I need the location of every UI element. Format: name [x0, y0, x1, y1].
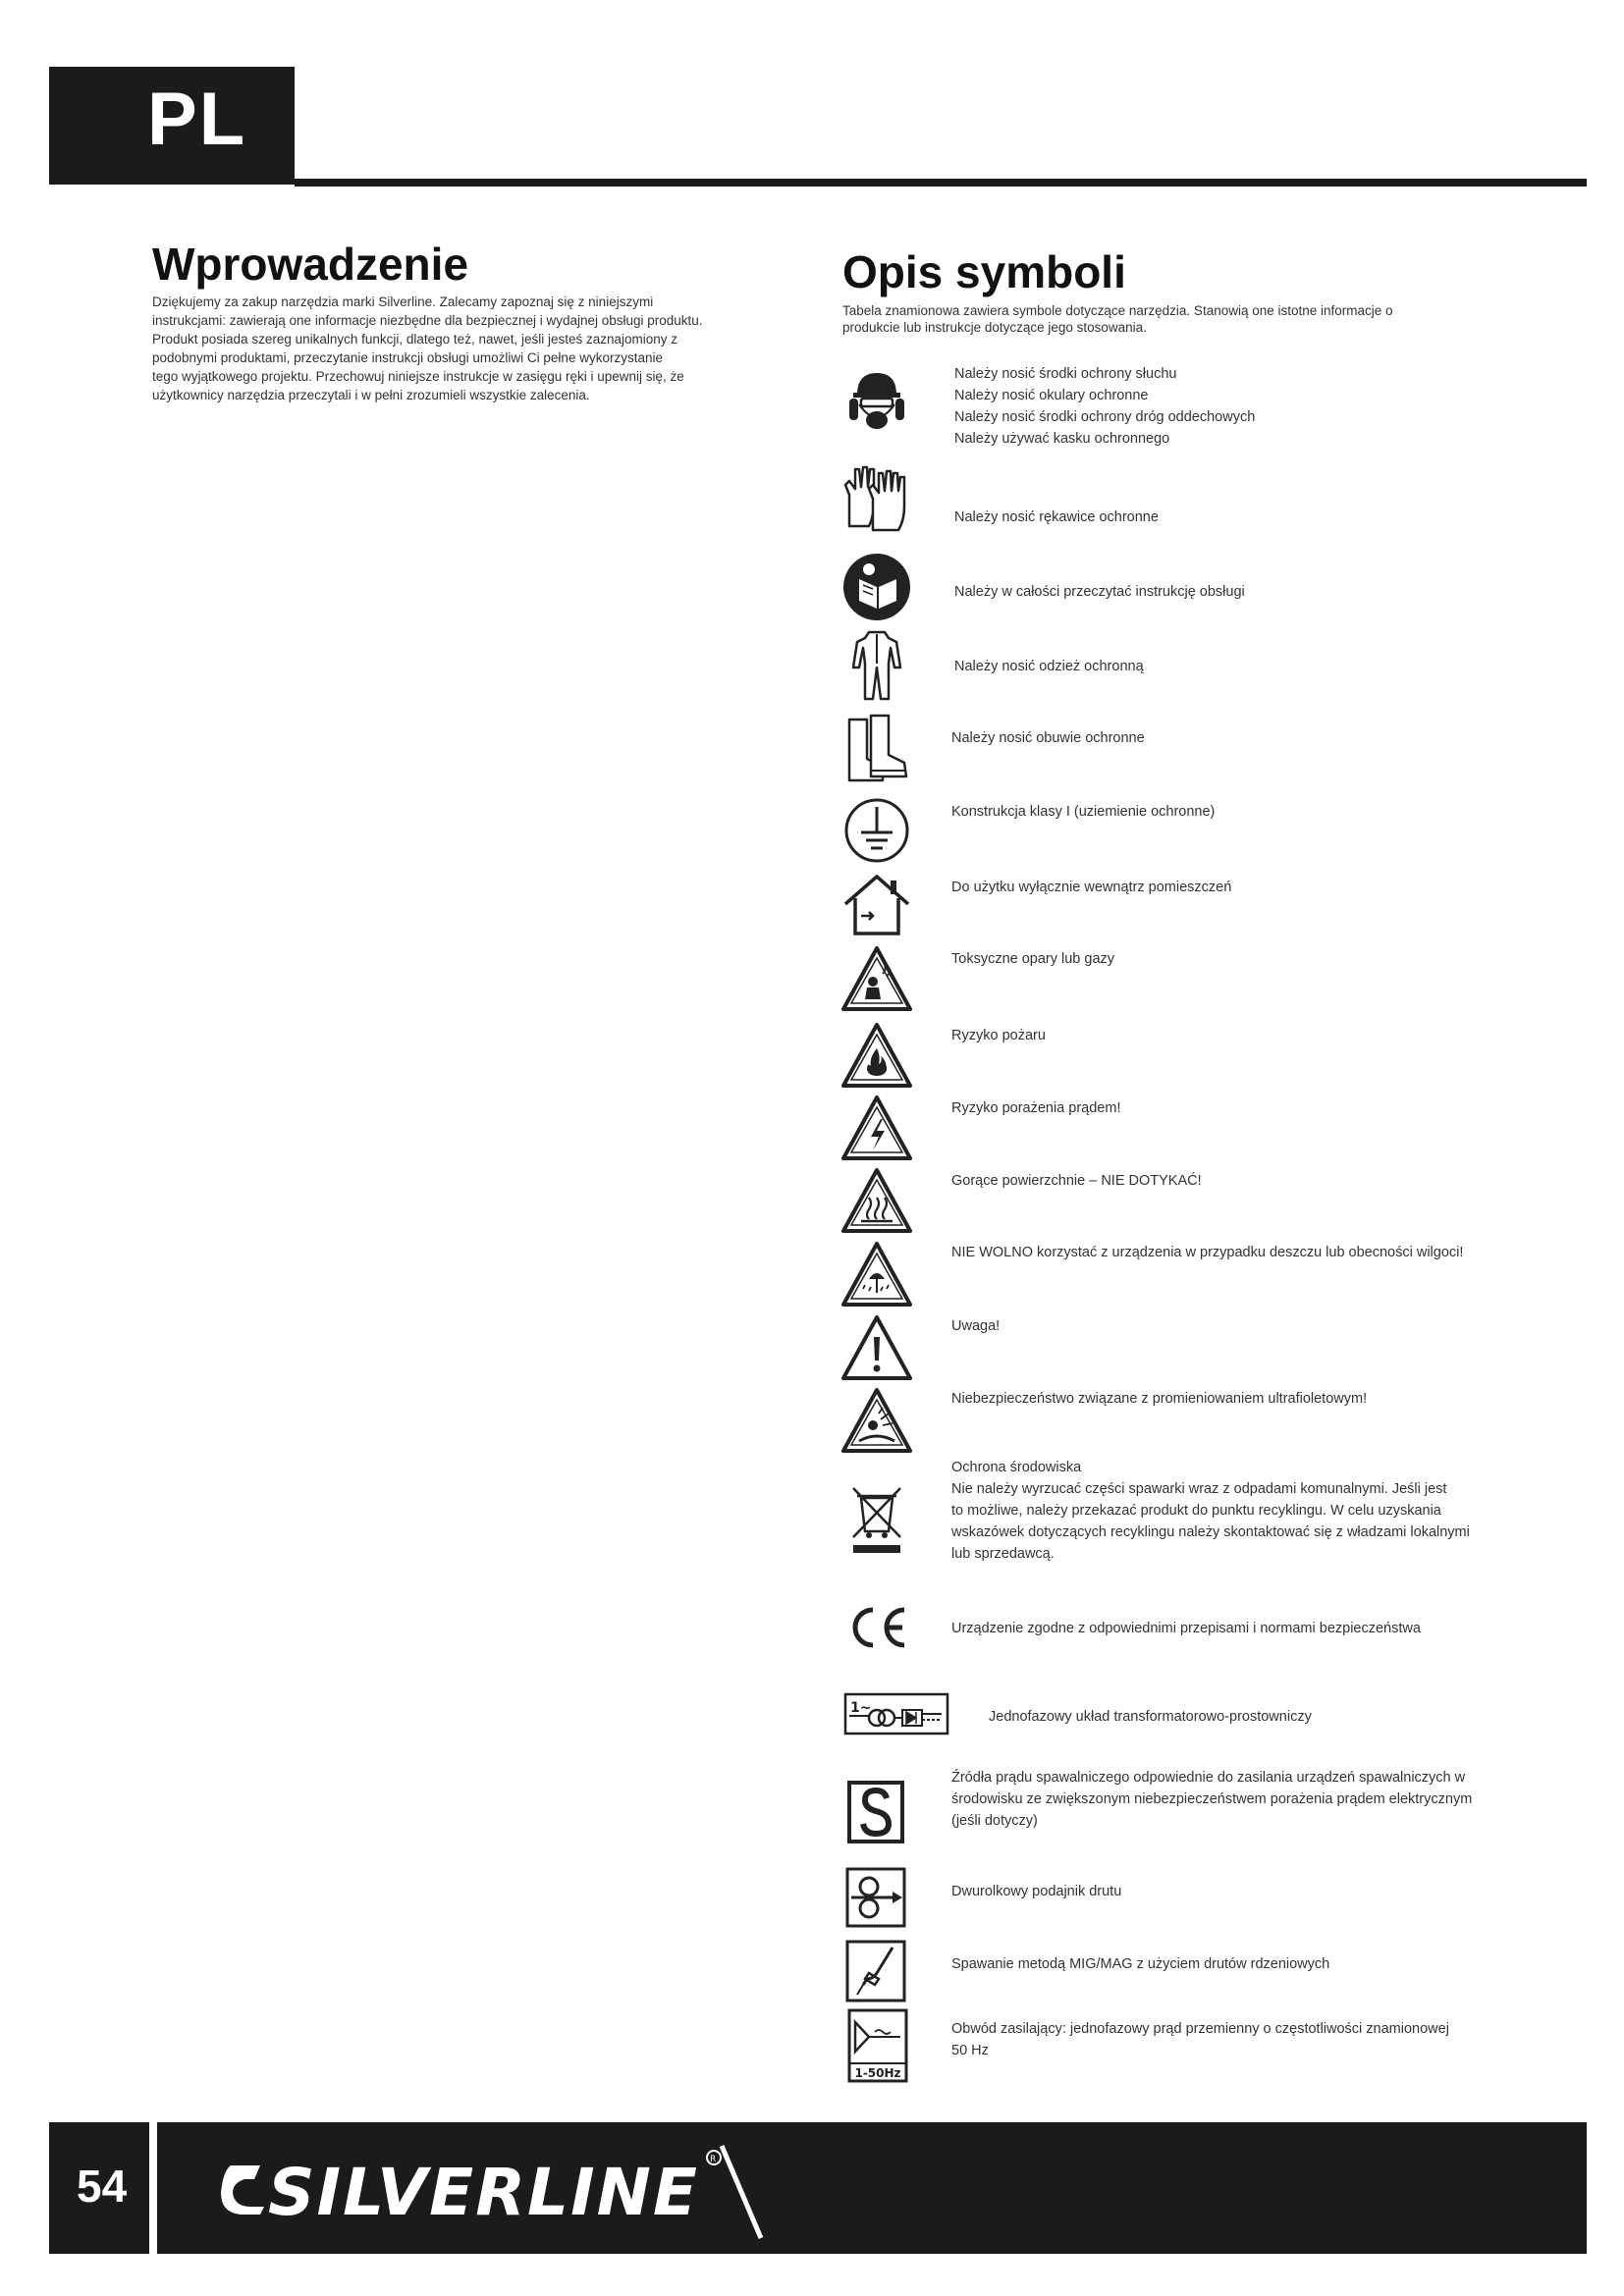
symbol-description — [954, 656, 1144, 677]
symbol-text-line: Należy w całości przeczytać instrukcję obsługi — [954, 584, 1245, 600]
symbol-description — [951, 877, 1231, 898]
symbol-description — [951, 1388, 1367, 1410]
protective-clothing-icon — [839, 628, 914, 703]
symbol-text-line: Należy nosić obuwie ochronne — [951, 730, 1145, 746]
gloves-icon — [839, 461, 914, 536]
silverline-logo — [211, 2136, 771, 2244]
toxic-fumes-warning-icon — [839, 942, 914, 1017]
symbol-text-line: Ryzyko porażenia prądem! — [951, 1100, 1121, 1116]
ppe-head-icon — [839, 365, 914, 440]
earth-ground-icon — [839, 793, 914, 868]
symbol-text-line: Należy nosić okulary ochronne — [954, 388, 1149, 403]
symbol-text-line: Ryzyko pożaru — [951, 1028, 1046, 1043]
rain-warning-icon — [839, 1238, 914, 1312]
intro-line: Produkt posiada szereg unikalnych funkcji, dlatego też, nawet, jeśli jesteś zaznajomiony z — [152, 332, 678, 347]
symbol-description — [951, 1457, 1470, 1565]
fire-warning-icon — [839, 1019, 914, 1094]
symbol-text-line: Niebezpieczeństwo związane z promieniowaniem ultrafioletowym! — [951, 1391, 1368, 1407]
symbol-text-line: Spawanie metodą MIG/MAG z użyciem drutów rdzeniowych — [951, 1956, 1330, 1972]
symbol-text-line: lub sprzedawcą. — [951, 1546, 1055, 1562]
symbol-text-line: to możliwe, należy przekazać produkt do punktu recyklingu. W celu uzyskania — [951, 1503, 1441, 1519]
language-code: PL — [147, 78, 247, 161]
intro-line: instrukcjami: zawierają one informacje niezbędne dla bezpiecznej i wydajnej obsługi produktu. — [152, 313, 703, 328]
symbol-description — [954, 507, 1159, 528]
header-rule — [295, 179, 1587, 187]
symbol-text-line: Konstrukcja klasy I (uziemienie ochronne) — [951, 804, 1216, 820]
intro-line: tego wyjątkowego projektu. Przechowuj niniejsze instrukcje w zasięgu ręki i upewnij się, że — [152, 369, 684, 384]
intro-text — [152, 293, 751, 404]
symbol-text-line: (jeśli dotyczy) — [951, 1813, 1038, 1829]
symbol-text-line: Do użytku wyłącznie wewnątrz pomieszczeń — [951, 880, 1232, 895]
symbol-text-line: Uwaga! — [951, 1318, 1001, 1334]
read-manual-icon — [839, 550, 914, 624]
indoor-use-icon — [839, 869, 914, 943]
page-number: 54 — [77, 2161, 128, 2212]
electric-shock-warning-icon — [839, 1092, 914, 1166]
symbol-description — [951, 1767, 1472, 1832]
symbol-text-line: Obwód zasilający: jednofazowy prąd przemienny o częstotliwości znamionowej — [951, 2021, 1449, 2037]
symbol-description — [951, 1315, 1000, 1337]
symbol-text-line: Ochrona środowiska — [951, 1460, 1082, 1475]
brand-wordmark: SILVERLINE — [268, 2155, 699, 2230]
transformer-rectifier-icon — [843, 1690, 951, 1737]
symbols-intro — [842, 302, 1451, 336]
symbol-text-line: Należy używać kasku ochronnego — [954, 431, 1170, 447]
symbol-text-line: Nie należy wyrzucać części spawarki wraz z odpadami komunalnymi. Jeśli jest — [951, 1481, 1447, 1497]
symbol-text-line: wskazówek dotyczących recyklingu należy skontaktować się z władzami lokalnymi — [951, 1524, 1470, 1540]
single-phase-ac-icon — [847, 2008, 908, 2083]
symbols-intro-line: Tabela znamionowa zawiera symbole dotyczące narzędzia. Stanowią one istotne informacje o — [842, 303, 1393, 318]
symbol-text-line: Należy nosić odzież ochronną — [954, 659, 1144, 674]
symbol-description — [954, 581, 1245, 603]
symbol-text-line: NIE WOLNO korzystać z urządzenia w przypadku deszczu lub obecności wilgoci! — [951, 1245, 1464, 1260]
symbol-description — [951, 948, 1114, 970]
symbol-description — [951, 1953, 1329, 1975]
mig-mag-torch-icon — [839, 1934, 914, 2008]
symbol-description — [951, 1618, 1421, 1639]
footer-divider — [149, 2122, 157, 2254]
symbol-description — [951, 2018, 1449, 2061]
symbol-text-line: środowisku ze zwiększonym niebezpieczeństwem porażenia prądem elektrycznym — [951, 1791, 1473, 1807]
symbol-text-line: Należy nosić rękawice ochronne — [954, 509, 1159, 525]
symbol-description — [951, 1170, 1202, 1192]
symbol-description — [951, 1881, 1121, 1902]
weee-bin-icon — [839, 1482, 914, 1557]
symbol-text-line: Źródła prądu spawalniczego odpowiednie do zasilania urządzeń spawalniczych w — [951, 1770, 1466, 1786]
uv-radiation-warning-icon — [839, 1384, 914, 1459]
symbol-description — [951, 727, 1145, 749]
hot-surface-warning-icon — [839, 1164, 914, 1239]
intro-line: Dziękujemy za zakup narzędzia marki Silverline. Zalecamy zapoznaj się z niniejszymi — [152, 294, 654, 309]
safety-boots-icon — [839, 712, 914, 786]
symbol-text-line: Urządzenie zgodne z odpowiednimi przepisami i normami bezpieczeństwa — [951, 1621, 1421, 1636]
symbol-description — [951, 1242, 1463, 1263]
symbol-text-line: Dwurolkowy podajnik drutu — [951, 1884, 1122, 1899]
supply-label: 1-50Hz — [854, 2066, 901, 2080]
transformer-label: 1~ — [850, 1700, 872, 1716]
symbol-text-line: Jednofazowy układ transformatorowo-prostowniczy — [989, 1709, 1312, 1725]
symbols-intro-line: produkcie lub instrukcje dotyczące jego stosowania. — [842, 320, 1147, 335]
symbol-text-line: Gorące powierzchnie – NIE DOTYKAĆ! — [951, 1173, 1202, 1189]
symbol-text-line: Należy nosić środki ochrony słuchu — [954, 366, 1177, 382]
intro-line: podobnymi produktami, przeczytanie instrukcji obsługi umożliwi Ci pełne wykorzystanie — [152, 350, 663, 365]
symbol-description — [951, 1097, 1120, 1119]
symbol-description — [951, 1025, 1046, 1046]
symbol-text-line: Toksyczne opary lub gazy — [951, 951, 1115, 967]
wire-feeder-icon — [839, 1861, 914, 1936]
symbol-description — [989, 1706, 1312, 1728]
symbol-text-line: 50 Hz — [951, 2043, 989, 2058]
s-mark-icon — [839, 1775, 914, 1849]
caution-warning-icon — [839, 1311, 914, 1386]
symbol-description — [951, 801, 1215, 823]
intro-line: użytkownicy narzędzia przeczytali i w pełni zrozumieli wszystkie zalecenia. — [152, 388, 590, 402]
symbol-description — [954, 363, 1255, 450]
registered-mark: R — [710, 2155, 717, 2164]
symbol-text-line: Należy nosić środki ochrony dróg oddechowych — [954, 409, 1256, 425]
intro-title: Wprowadzenie — [152, 239, 469, 290]
symbols-title: Opis symboli — [842, 246, 1126, 297]
ce-mark-icon — [839, 1590, 914, 1665]
